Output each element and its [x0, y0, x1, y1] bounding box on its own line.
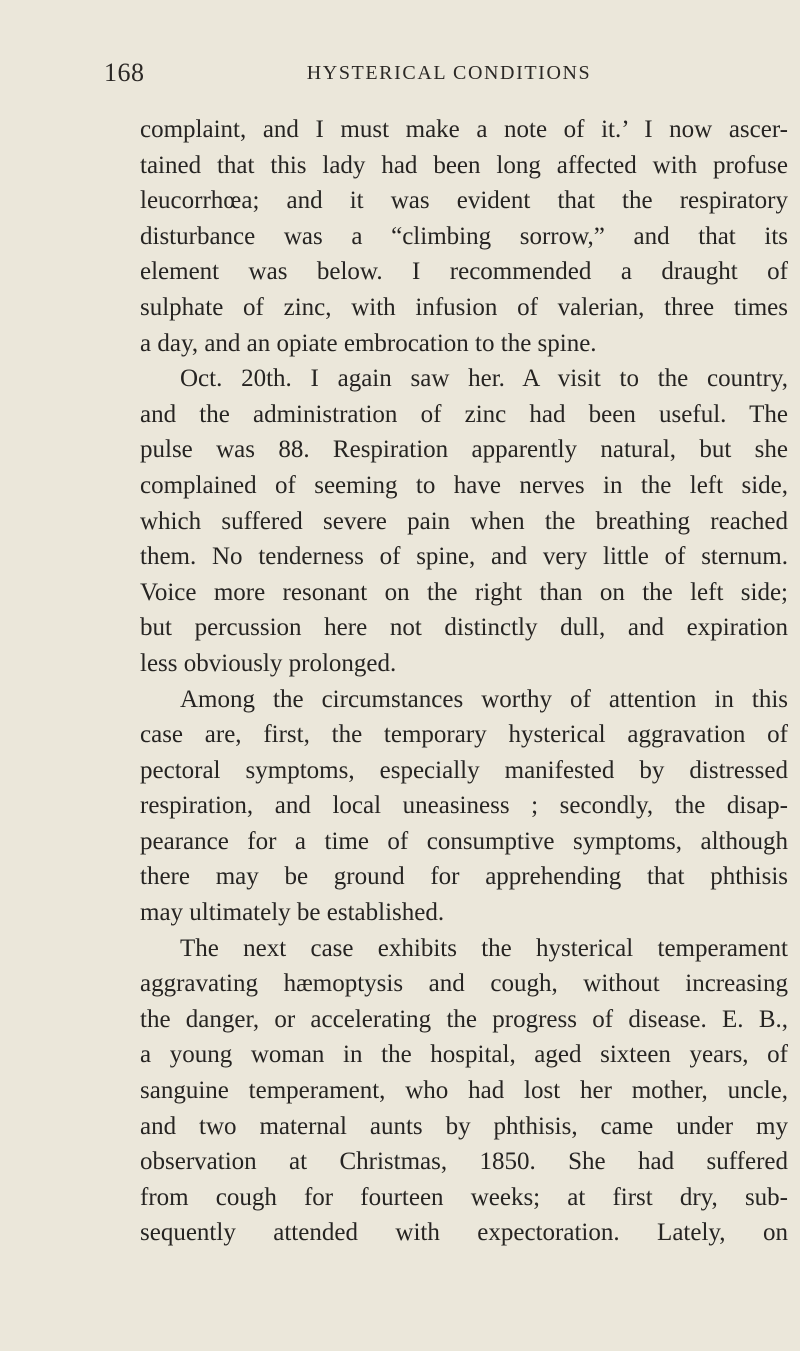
- text-line: a young woman in the hospital, aged sixteen years, of: [140, 1041, 788, 1069]
- text-line: less obviously prolonged.: [140, 649, 397, 677]
- text-line: leucorrhœa; and it was evident that the respiratory: [140, 187, 788, 215]
- page-header: [104, 58, 764, 92]
- text-line: but percussion here not distinctly dull, and expiration: [140, 614, 788, 642]
- text-line: The next case exhibits the hysterical temperament: [180, 934, 788, 962]
- text-line: disturbance was a “climbing sorrow,” and that its: [140, 222, 788, 250]
- text-line: the danger, or accelerating the progress of disease. E. B.,: [140, 1005, 788, 1033]
- text-line: there may be ground for apprehending that phthisis: [140, 863, 788, 891]
- text-line: element was below. I recommended a draught of: [140, 258, 788, 286]
- text-line: sequently attended with expectoration. Lately, on: [140, 1219, 788, 1247]
- text-line: them. No tenderness of spine, and very little of sternum.: [140, 543, 788, 571]
- text-line: which suffered severe pain when the breathing reached: [140, 507, 788, 535]
- text-line: complained of seeming to have nerves in the left side,: [140, 471, 788, 499]
- text-line: pectoral symptoms, especially manifested by distressed: [140, 756, 788, 784]
- text-line: complaint, and I must make a note of it.’ I now ascer-: [140, 116, 788, 143]
- text-line: Oct. 20th. I again saw her. A visit to the country,: [180, 365, 788, 393]
- text-line: Voice more resonant on the right than on the left side;: [140, 578, 788, 606]
- text-line: respiration, and local uneasiness ; secondly, the disap-: [140, 792, 788, 820]
- text-line: case are, first, the temporary hysterical aggravation of: [140, 721, 788, 749]
- text-line: sulphate of zinc, with infusion of valerian, three times: [140, 293, 788, 321]
- text-line: Among the circumstances worthy of attention in this: [180, 685, 788, 713]
- text-line: observation at Christmas, 1850. She had suffered: [140, 1148, 788, 1176]
- text-line: from cough for fourteen weeks; at first dry, sub-: [140, 1183, 788, 1211]
- text-line: a day, and an opiate embrocation to the spine.: [140, 329, 597, 357]
- text-line: aggravating hæmoptysis and cough, without increasing: [140, 970, 788, 998]
- running-head: HYSTERICAL CONDITIONS: [306, 62, 592, 84]
- text-line: may ultimately be established.: [140, 899, 445, 927]
- page-number: 168: [104, 58, 145, 87]
- text-line: pearance for a time of consumptive symptoms, although: [140, 827, 788, 855]
- text-line: tained that this lady had been long affected with profuse: [140, 151, 788, 179]
- text-line: and the administration of zinc had been useful. The: [140, 400, 788, 428]
- text-line: sanguine temperament, who had lost her mother, uncle,: [140, 1077, 788, 1105]
- text-line: pulse was 88. Respiration apparently natural, but she: [140, 436, 788, 464]
- text-line: and two maternal aunts by phthisis, came under my: [140, 1112, 788, 1140]
- body-text: [140, 112, 788, 1251]
